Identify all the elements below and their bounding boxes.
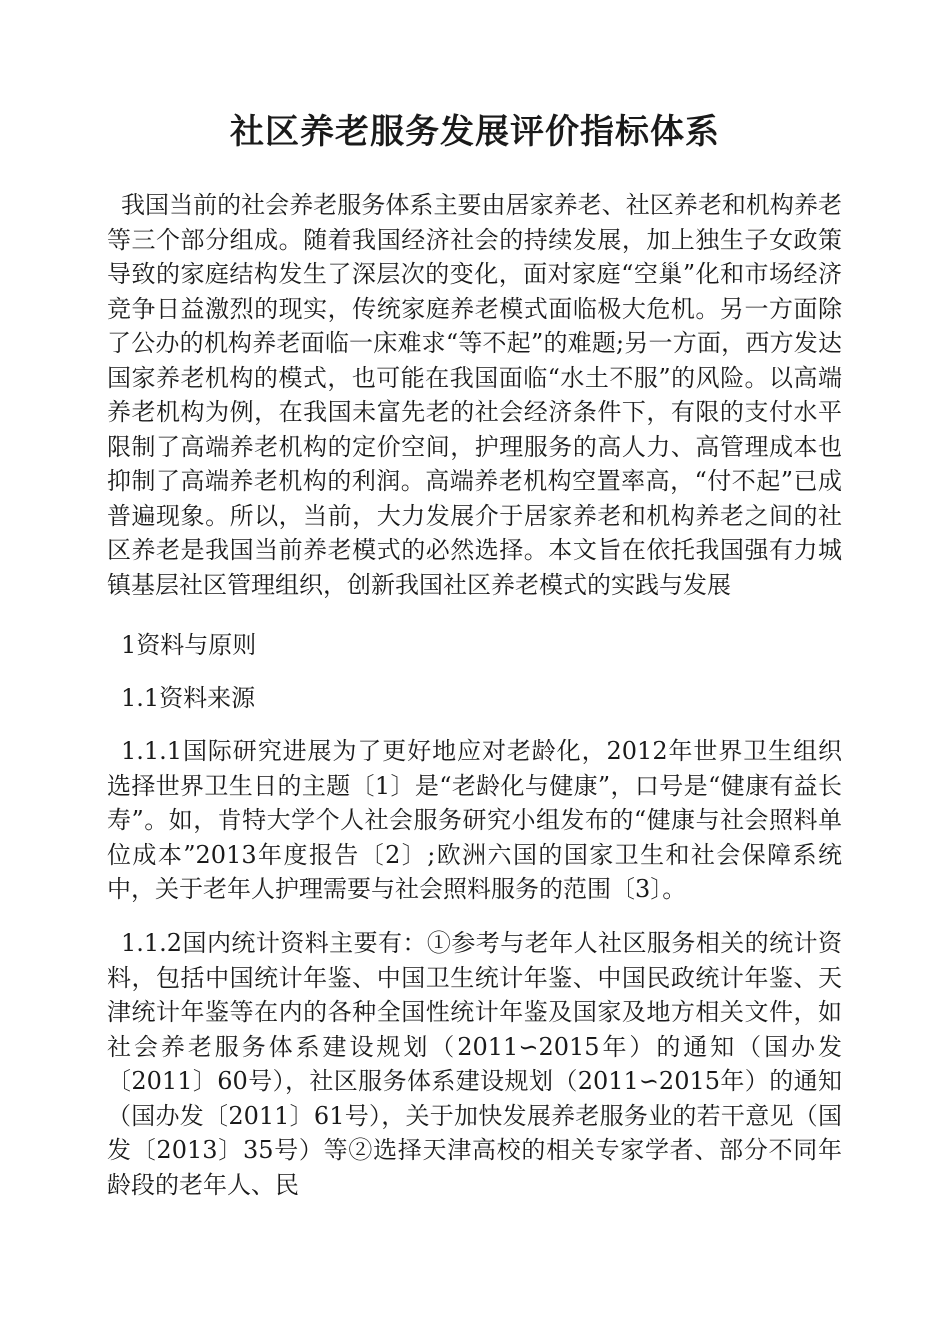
document-title: 社区养老服务发展评价指标体系: [230, 112, 720, 152]
intro-paragraph: 我国当前的社会养老服务体系主要由居家养老、社区养老和机构养老等三个部分组成。随着我国经济社会的持续发展，加上独生子女政策导致的家庭结构发生了深层次的变化，面对家庭“空巢”化和市场经济竞争日益激烈的现实，传统家庭养老模式面临极大危机。另一方面除了公办的机构养老面临一床难求“等不起”的难题;另一方面，西方发达国家养老机构的模式，也可能在我国面临“水土不服”的风险。以高端养老机构为例，在我国未富先老的社会经济条件下，有限的支付水平限制了高端养老机构的定价空间，护理服务的高人力、高管理成本也抑制了高端养老机构的利润。高端养老机构空置率高，“付不起”已成普遍现象。所以，当前，大力发展介于居家养老和机构养老之间的社区养老是我国当前养老模式的必然选择。本文旨在依托我国强有力城镇基层社区管理组织，创新我国社区养老模式的实践与发展: [107, 191, 842, 599]
section-heading-1: 1资料与原则: [121, 631, 257, 659]
paragraph-1-1-2: 1.1.2国内统计资料主要有：①参考与老年人社区服务相关的统计资料，包括中国统计年鉴、中国卫生统计年鉴、中国民政统计年鉴、天津统计年鉴等在内的各种全国性统计年鉴及国家及地方相关文件，如社会养老服务体系建设规划（2011∽2015年）的通知（国办发〔2011〕60号），社区服务体系建设规划（2011∽2015年）的通知（国办发〔2011〕61号），关于加快发展养老服务业的若干意见（国发〔2013〕35号）等②选择天津高校的相关专家学者、部分不同年龄段的老年人、民: [107, 929, 842, 1199]
paragraph-1-1-1: 1.1.1国际研究进展为了更好地应对老龄化，2012年世界卫生组织选择世界卫生日的主题〔1〕是“老龄化与健康”，口号是“健康有益长寿”。如，肯特大学个人社会服务研究小组发布的“健康与社会照料单位成本”2013年度报告〔2〕;欧洲六国的国家卫生和社会保障系统中，关于老年人护理需要与社会照料服务的范围〔3〕。: [107, 737, 842, 903]
section-heading-1-1: 1.1资料来源: [121, 684, 256, 712]
